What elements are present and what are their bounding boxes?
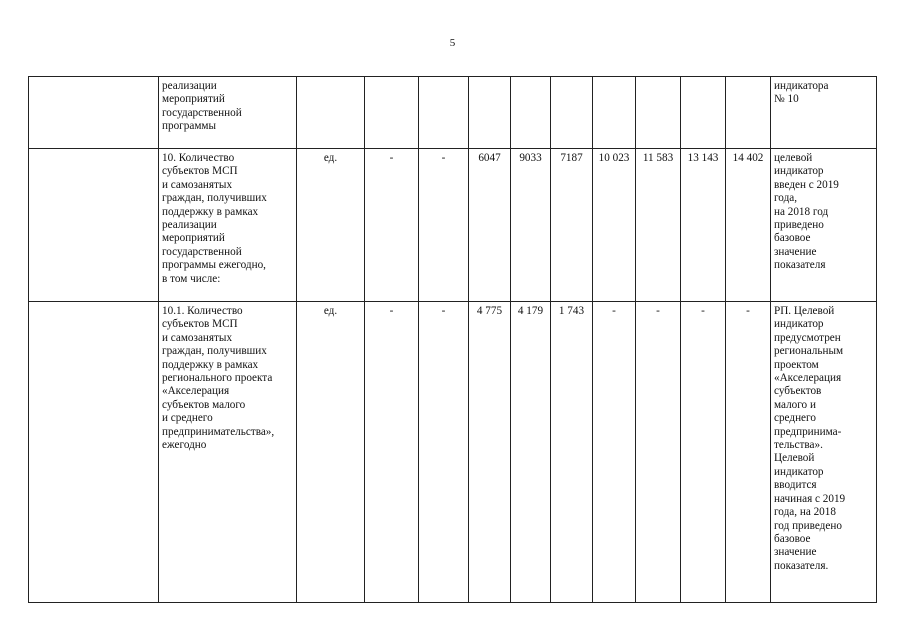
- note-line: среднего: [774, 412, 816, 425]
- table-row: [29, 302, 877, 603]
- indicator-name-line: мероприятий: [162, 93, 225, 106]
- indicator-name-line: граждан, получивших: [162, 192, 267, 205]
- indicator-name-line: «Акселерация: [162, 385, 230, 398]
- indicator-name-line: и среднего: [162, 412, 213, 425]
- value-cell: -: [419, 302, 469, 603]
- value-cell: 13 143: [681, 149, 726, 302]
- note-line: года, на 2018: [774, 506, 836, 519]
- indicator-name-line: субъектов МСП: [162, 165, 238, 178]
- note-line: региональным: [774, 345, 844, 358]
- value-cell: 6047: [469, 149, 511, 302]
- note-line: индикатор: [774, 465, 824, 478]
- value-cell: 10 023: [593, 149, 636, 302]
- table-row: [29, 77, 877, 149]
- indicator-name-line: реализации: [162, 80, 217, 92]
- note-cell: [771, 149, 877, 302]
- value-cell: 4 775: [469, 302, 511, 603]
- indicator-name-line: 10.1. Количество: [162, 305, 243, 317]
- value-cell: [593, 77, 636, 149]
- note-line: на 2018 год: [774, 205, 829, 218]
- value-cell: [726, 77, 771, 149]
- value-cell: [365, 77, 419, 149]
- note-line: целевой: [774, 152, 813, 164]
- value-cell: [681, 77, 726, 149]
- blank-cell: [29, 302, 159, 603]
- indicator-name-cell: [159, 302, 297, 603]
- unit-cell: [297, 77, 365, 149]
- note-line: начиная с 2019: [774, 492, 846, 505]
- value-cell: 7187: [551, 149, 593, 302]
- indicator-name-cell: [159, 149, 297, 302]
- note-line: вводится: [774, 479, 817, 492]
- indicator-name-line: реализации: [162, 219, 217, 232]
- page-number: 5: [449, 37, 456, 49]
- note-line: показателя.: [774, 559, 829, 572]
- note-line: предусмотрен: [774, 331, 841, 344]
- indicator-name-line: поддержку в рамках: [162, 358, 259, 371]
- note-line: «Акселерация: [774, 372, 842, 385]
- value-cell: -: [365, 149, 419, 302]
- indicator-name-line: программы: [162, 120, 216, 133]
- note-line: базовое: [774, 532, 811, 545]
- indicator-name-cell: [159, 77, 297, 149]
- indicator-name-line: граждан, получивших: [162, 345, 267, 358]
- indicator-name-line: в том числе:: [162, 272, 221, 285]
- table-row: [29, 149, 877, 302]
- indicator-name-line: мероприятий: [162, 232, 225, 245]
- note-line: показателя: [774, 259, 826, 272]
- indicator-name-line: поддержку в рамках: [162, 205, 259, 218]
- note-line: предпринима-: [774, 425, 842, 438]
- note-cell: [771, 77, 877, 149]
- note-line: приведено: [774, 219, 824, 232]
- note-line: год приведено: [774, 519, 842, 532]
- blank-cell: [29, 77, 159, 149]
- value-cell: -: [419, 149, 469, 302]
- value-cell: 4 179: [511, 302, 551, 603]
- note-line: значение: [774, 546, 817, 559]
- value-cell: 14 402: [726, 149, 771, 302]
- note-line: № 10: [774, 93, 799, 106]
- value-cell: -: [726, 302, 771, 603]
- indicator-name-line: государственной: [162, 106, 242, 119]
- value-cell: [469, 77, 511, 149]
- note-line: года,: [774, 192, 798, 205]
- value-cell: [636, 77, 681, 149]
- indicator-name-line: предпринимательства»,: [162, 425, 275, 438]
- note-line: значение: [774, 245, 817, 258]
- value-cell: 1 743: [551, 302, 593, 603]
- note-line: введен с 2019: [774, 178, 839, 191]
- unit-cell: ед.: [297, 149, 365, 302]
- value-cell: -: [365, 302, 419, 603]
- indicator-name-line: программы ежегодно,: [162, 259, 266, 272]
- indicator-name-line: субъектов малого: [162, 398, 246, 411]
- note-line: индикатор: [774, 165, 824, 178]
- value-cell: 11 583: [636, 149, 681, 302]
- value-cell: -: [636, 302, 681, 603]
- indicator-name-line: субъектов МСП: [162, 318, 238, 331]
- note-line: индикатор: [774, 318, 824, 331]
- indicator-name-line: ежегодно: [162, 439, 207, 452]
- note-line: тельства».: [774, 439, 823, 452]
- indicator-name-line: регионального проекта: [162, 372, 273, 385]
- value-cell: 9033: [511, 149, 551, 302]
- note-line: субъектов: [774, 385, 822, 398]
- blank-cell: [29, 149, 159, 302]
- value-cell: -: [681, 302, 726, 603]
- indicator-name-line: и самозанятых: [162, 178, 233, 191]
- indicator-name-line: государственной: [162, 245, 242, 258]
- unit-cell: ед.: [297, 302, 365, 603]
- note-line: малого и: [774, 398, 816, 411]
- note-cell: [771, 302, 877, 603]
- value-cell: [419, 77, 469, 149]
- indicator-name-line: и самозанятых: [162, 331, 233, 344]
- indicator-name-line: 10. Количество: [162, 152, 235, 164]
- note-line: базовое: [774, 232, 811, 245]
- note-line: проектом: [774, 358, 819, 371]
- value-cell: -: [593, 302, 636, 603]
- value-cell: [551, 77, 593, 149]
- note-line: индикатора: [774, 80, 829, 92]
- indicators-table: [28, 76, 877, 603]
- note-line: Целевой: [774, 452, 815, 465]
- value-cell: [511, 77, 551, 149]
- note-line: РП. Целевой: [774, 305, 835, 317]
